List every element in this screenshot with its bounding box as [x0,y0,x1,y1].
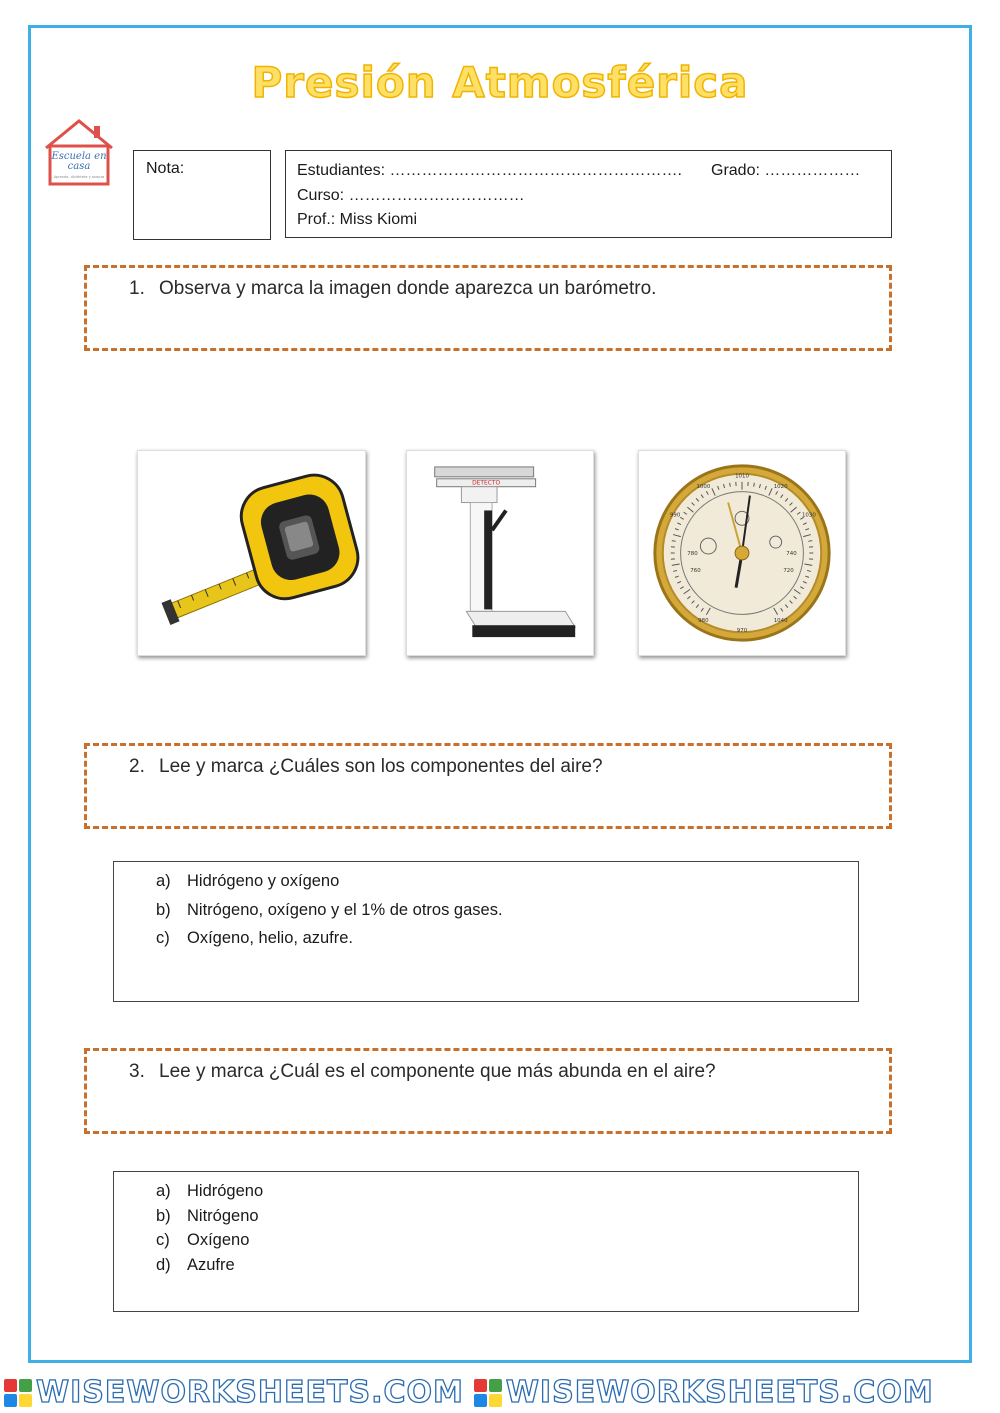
barometer-scale-label: 1010 [735,473,749,480]
question-1-text [129,278,656,300]
option-letter: a) [156,872,171,890]
option-text: Hidrógeno [187,1182,264,1200]
logo-line2: casa [67,161,91,172]
wiseworksheets-logo-icon [4,1379,32,1407]
question-3-number: 3. [129,1061,145,1082]
barometer-scale-label: 980 [698,617,709,624]
logo-tile-blue [474,1394,487,1407]
barometer-scale-label: 1020 [773,484,788,491]
answer-option[interactable] [156,1182,858,1207]
option-letter: a) [156,1182,171,1200]
teacher-field: Prof.: Miss Kiomi [297,211,418,228]
footer-brand-text: WISEWORKSHEETS.COM [36,1375,464,1410]
barometer-scale-label: 990 [669,512,681,519]
wiseworksheets-logo-icon [474,1379,502,1407]
option-letter: c) [156,929,170,947]
option-letter: d) [156,1255,171,1274]
barometer-scale-label: 1030 [801,512,816,519]
question-2-answers [113,861,859,1002]
nota-label: Nota: [146,160,185,177]
question-3-box [84,1048,892,1134]
option-letter: b) [156,900,171,919]
barometer-tick [672,541,676,542]
barometer-scale-label: 740 [786,550,797,557]
logo-tile-yellow [489,1394,502,1407]
answer-option[interactable] [156,901,858,930]
logo-tile-red [474,1379,487,1392]
footer-brand-text: WISEWORKSHEETS.COM [505,1375,934,1410]
logo-tile-yellow [19,1394,32,1407]
answer-option[interactable] [156,1231,858,1256]
question-2-box [84,743,892,829]
barometer-scale-label: 720 [783,567,794,574]
barometer-scale-label: 760 [690,567,701,574]
logo-tagline: Aprende, diviértete y avanza [53,175,105,179]
school-logo [42,118,116,188]
answer-option[interactable] [156,929,858,958]
scale-brand-label: DETECTO [472,479,501,487]
barometer-tick [808,541,812,542]
question-2-number: 2. [129,756,145,777]
question-3-text [129,1061,716,1083]
logo-tile-blue [4,1394,17,1407]
students-field: Estudiantes: ………………………………………………. [297,162,682,179]
logo-tile-green [19,1379,32,1392]
option-text: Nitrógeno [187,1206,259,1225]
answer-option[interactable] [156,1207,858,1232]
grade-box [133,150,271,240]
question-3-answers [113,1171,859,1312]
option-letter: b) [156,1206,171,1225]
tape-measure-image[interactable] [137,450,366,656]
footer-brand[interactable] [4,1375,464,1410]
option-text: Hidrógeno y oxígeno [187,872,340,890]
grade-field: Grado: ……………… [711,162,861,179]
option-text: Azufre [187,1255,235,1274]
barometer-scale-label: 1000 [696,484,711,491]
option-text: Oxígeno [187,1231,250,1249]
footer-brand[interactable] [474,1375,934,1410]
option-letter: c) [156,1231,170,1249]
logo-line1: Escuela en [51,151,107,162]
worksheet-title: Presión Atmosférica [251,58,749,107]
option-text: Oxígeno, helio, azufre. [187,929,354,947]
question-1-label: Observa y marca la imagen donde aparezca un barómetro. [159,278,657,299]
question-1-number: 1. [129,278,145,299]
logo-tile-green [489,1379,502,1392]
answer-option[interactable] [156,872,858,901]
barometer-scale-label: 1040 [773,617,788,624]
question-2-text [129,756,603,778]
barometer-scale-label: 970 [736,628,748,635]
student-info-box [285,150,892,238]
option-text: Nitrógeno, oxígeno y el 1% de otros gases. [187,900,503,919]
barometer-tick [730,483,731,487]
footer-banner [0,1372,1000,1413]
question-2-label: Lee y marca ¿Cuáles son los componentes del aire? [159,756,603,777]
scale-image[interactable] [406,450,594,656]
barometer-tick [754,483,755,487]
course-field: Curso: …………………………… [297,186,525,204]
logo-tile-red [4,1379,17,1392]
barometer-scale-label: 780 [687,550,698,557]
answer-option[interactable] [156,1256,858,1281]
question-3-label: Lee y marca ¿Cuál es el componente que más abunda en el aire? [159,1061,716,1082]
barometer-image[interactable] [638,450,846,656]
question-1-box [84,265,892,351]
